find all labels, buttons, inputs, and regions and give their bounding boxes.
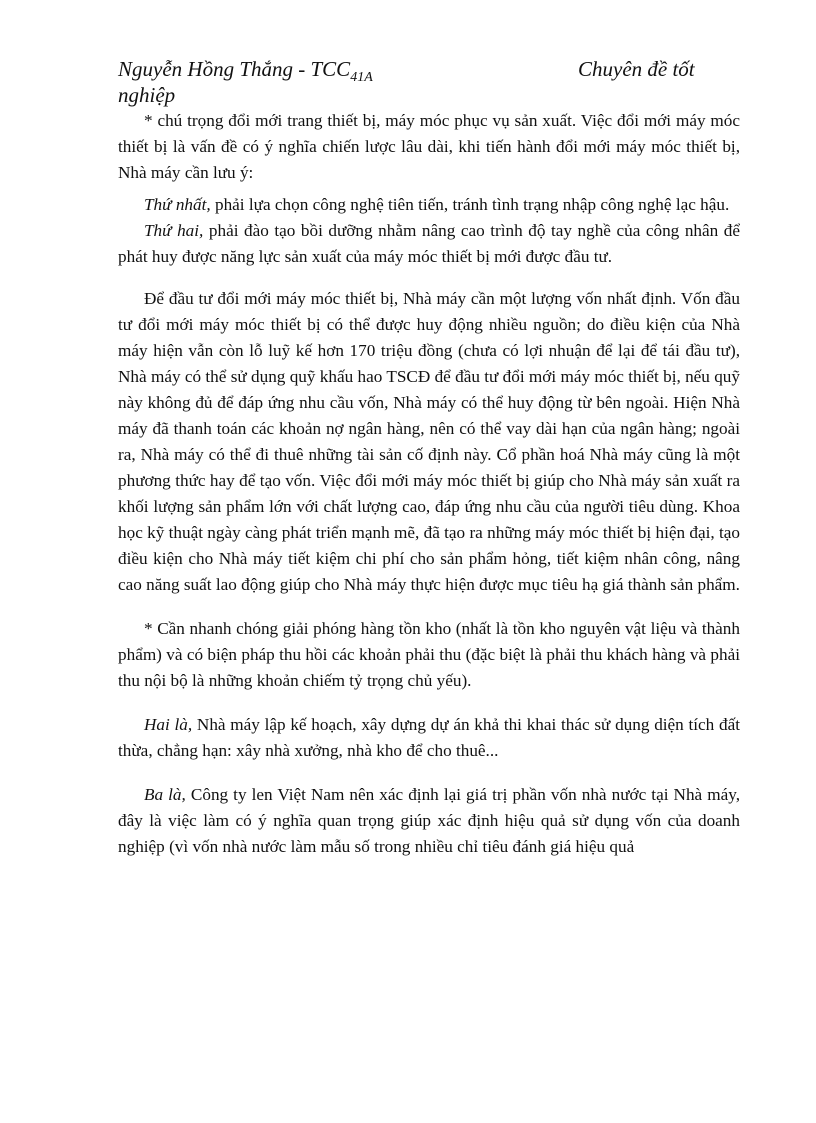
paragraph-equipment-renewal xyxy=(118,108,740,186)
header-title: Chuyên đề tốt xyxy=(578,57,695,81)
paragraph-text: Để đầu tư đổi mới máy móc thiết bị, Nhà máy cần một lượng vốn nhất định. Vốn đầu tư đổi mới máy móc thiết bị có thể được huy động nhiều nguồn; do điều kiện của Nhà máy hiện vẫn còn lỗ luỹ kế hơn 170 triệu đồng (chưa có lợi nhuận để lại để tái đầu tư), Nhà máy có thể sử dụng quỹ khấu hao TSCĐ để đầu tư đổi mới máy móc thiết bị, nếu quỹ này không đủ để đáp ứng nhu cầu vốn, Nhà máy có thể huy động từ bên ngoài. Hiện Nhà máy đã thanh toán các khoản nợ ngân hàng, nên có thể vay dài hạn của ngân hàng; ngoài ra, Nhà máy có thể đi thuê những tài sản cố định này. Cổ phần hoá Nhà máy cũng là một phương thức hay để tạo vốn. Việc đổi mới máy móc thiết bị giúp cho Nhà máy sản xuất ra khối lượng sản phẩm lớn với chất lượng cao, đáp ứng nhu cầu của người tiêu dùng. Khoa học kỹ thuật ngày càng phát triển mạnh mẽ, đã tạo ra những máy móc thiết bị hiện đại, tạo điều kiện cho Nhà máy tiết kiệm chi phí cho sản phẩm hỏng, tiết kiệm nhân công, nâng cao năng suất lao động giúp cho Nhà máy thực hiện được mục tiêu hạ giá thành sản phẩm. xyxy=(118,289,740,594)
paragraph-lead: Hai là, xyxy=(144,715,193,734)
paragraph-first-point xyxy=(118,192,740,218)
paragraph-second-measure xyxy=(118,712,740,764)
paragraph-text: phải đào tạo bồi dưỡng nhằm nâng cao trình độ tay nghề của công nhân để phát huy được năng lực sản xuất của máy móc thiết bị mới được đầu tư. xyxy=(118,221,740,266)
body-text xyxy=(118,108,740,860)
header-title-wrap: nghiệp xyxy=(118,83,176,107)
paragraph-text: Nhà máy lập kế hoạch, xây dựng dự án khả thi khai thác sử dụng diện tích đất thừa, chẳng hạn: xây nhà xưởng, nhà kho để cho thuê... xyxy=(118,715,741,760)
paragraph-text: Công ty len Việt Nam nên xác định lại giá trị phần vốn nhà nước tại Nhà máy, đây là việc làm có ý nghĩa quan trọng giúp xác định hiệu quả sử dụng vốn của doanh nghiệp (vì vốn nhà nước làm mẫu số trong nhiều chỉ tiêu đánh giá hiệu quả xyxy=(118,785,740,856)
header-author-class: 41A xyxy=(350,70,373,85)
header-author-name: Nguyễn Hồng Thắng - TCC xyxy=(118,57,351,81)
paragraph-text: phải lựa chọn công nghệ tiên tiến, tránh tình trạng nhập công nghệ lạc hậu. xyxy=(210,195,730,214)
paragraph-text: * chú trọng đổi mới trang thiết bị, máy móc phục vụ sản xuất. Việc đổi mới máy móc thiết bị là vấn đề có ý nghĩa chiến lược lâu dài, khi tiến hành đổi mới máy móc thiết bị, Nhà máy cần lưu ý: xyxy=(118,111,740,182)
paragraph-text: * Cần nhanh chóng giải phóng hàng tồn kho (nhất là tồn kho nguyên vật liệu và thành phẩm) và có biện pháp thu hồi các khoản phải thu (đặc biệt là phải thu khách hàng và phải thu nội bộ là những khoản chiếm tỷ trọng chủ yếu). xyxy=(118,619,740,690)
paragraph-inventory-release xyxy=(118,616,740,694)
paragraph-lead: Thứ nhất, xyxy=(144,195,211,214)
paragraph-lead: Thứ hai, xyxy=(144,221,204,240)
paragraph-lead: Ba là, xyxy=(144,785,186,804)
paragraph-third-measure xyxy=(118,782,740,860)
paragraph-second-point xyxy=(118,218,740,270)
paragraph-investment-capital xyxy=(118,286,740,598)
